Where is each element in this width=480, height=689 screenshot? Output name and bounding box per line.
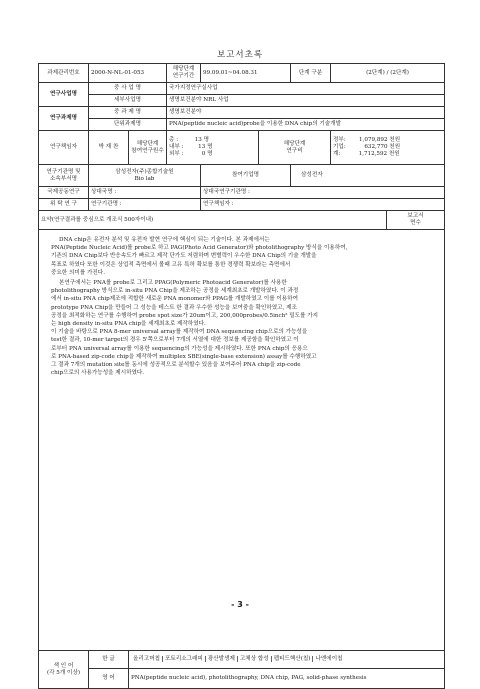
- abstract-line: 본연구에서는 PNA를 probe로 그리고 PPAG(Polymeric Photoacid Generator)를 사용한: [59, 280, 287, 287]
- company-value: 삼성전자: [291, 165, 445, 187]
- row-business-sub: [39, 95, 445, 107]
- row-keywords-korean: [39, 651, 445, 669]
- project-no-value: 2000-N-NL-01-053: [89, 64, 167, 83]
- project-no-label: 과제관리번호: [39, 64, 89, 83]
- task-unit-label: 단위과제명: [89, 119, 167, 131]
- row-task-main: [39, 107, 445, 119]
- report-abstract-form: [38, 63, 445, 689]
- task-main-label: 중 과 제 명: [89, 107, 167, 119]
- abstract-line: photolithography 방식으로 in-situ PNA Chip을 제조하는 공정을 세계최초로 개발하였다. 이 과정: [51, 288, 299, 295]
- company-label: 참여기업명: [201, 165, 291, 187]
- task-category: 연구과제명: [39, 107, 89, 131]
- lead-name: 박 재 찬: [89, 131, 129, 165]
- org-value: 삼성전자(주)종합기술원 Bio lab: [89, 165, 201, 187]
- abstract-line: 목표로 하였다 또한 이것은 상업적 측면에서 볼때 고유 특허 확보를 통한 경쟁력 확보라는 측면에서: [51, 261, 291, 268]
- intl-org: 상대국연구기관명 :: [201, 187, 445, 199]
- page-title: 보고서초록: [216, 50, 264, 60]
- business-main-value: 국가지정연구실사업: [167, 83, 445, 95]
- abstract-line: PNA(Peptide Nucleic Acid)를 probe로 하고 PAG(Photo Acid Generator)와 photolithography 방식을 이용하여,: [51, 245, 348, 252]
- row-consign: [39, 199, 445, 211]
- summary-label: 요약(연구결과를 중심으로 개조식 500자이내): [39, 211, 387, 230]
- business-sub-label: 세부사업명: [89, 95, 167, 107]
- keywords-english: PNA(peptide nucleic acid), photolithography, DNA chip, PAG, solid-phase synthesis: [129, 669, 445, 689]
- task-unit-value: PNA(peptide nucleic acid)probe을 이용한 DNA chip의 기술개발: [167, 119, 445, 131]
- consign-label: 위 탁 연 구: [39, 199, 89, 211]
- cost-values: 정부: 1,079,892 천원 기업: 632,770 천원 계: 1,712,592 천원: [331, 131, 445, 165]
- row-researchers: [39, 131, 445, 165]
- participants-label: 해당단계 참여연구원수: [129, 131, 167, 165]
- abstract-line: prototype PNA Chip을 만들어 그 성능을 테스트 한 결과 우수한 성능을 보여줌을 확인하였고, 제조: [51, 304, 297, 311]
- intl-label: 국제공동연구: [39, 187, 89, 199]
- row-task-unit: [39, 119, 445, 131]
- keyword: 나엔에이칩: [315, 656, 343, 662]
- keyword: 포토리소그래피: [163, 656, 206, 662]
- consign-lead: 연구책임자 :: [201, 199, 445, 211]
- lead-label: 연구책임자: [39, 131, 89, 165]
- keyword: 올리고머칩: [131, 656, 163, 662]
- abstract-line: 는 high density in-situ PNA chip을 세계최초로 제작하였다.: [51, 321, 206, 328]
- keywords-label: 색 인 어 (각 5개 이상): [39, 651, 89, 689]
- abstract-body: [39, 230, 445, 651]
- abstract-line: chip으로의 사용가능성을 제시하였다.: [51, 370, 145, 377]
- period-value: 99.09.01~04.08.31: [201, 64, 291, 83]
- abstract-line: 로 PNA-based zip-code chip을 제작하여 multiplex SBE(single-base extension) assay를 수행하였고: [51, 353, 317, 360]
- pages-label: 보고서 면수: [387, 211, 445, 230]
- keyword: 펩티드핵산(칩): [272, 656, 314, 662]
- abstract-line: 공정을 최적화하는 연구를 수행하여 probe spot size가 20um이고, 200,000probes/0.5inch² 밀도를 가지: [51, 312, 319, 319]
- keyword: 고체상 합성: [238, 656, 272, 662]
- abstract-line: 로부터 PNA universal array를 이용한 sequencing의 가능성을 제시하였다. 또한 PNA chip의 응용으: [51, 345, 308, 352]
- abstract-line: 이 기술을 바탕으로 PNA 8-mer universal array를 제작하여 DNA sequencing chip으로의 가능성을: [51, 329, 308, 336]
- business-category: 연구사업명: [39, 83, 89, 107]
- row-keywords-english: [39, 669, 445, 689]
- keywords-korean: [129, 651, 445, 669]
- participants-counts: 총 : 13 명 내부 : 13 명 외부 : 0 명: [167, 131, 259, 165]
- period-label: 해당단계 연구기간: [167, 64, 201, 83]
- abstract-line: DNA chip은 유전자 분석 및 유전자 발현 연구에 핵심이 되는 기술이다. 본 과제에서는: [59, 237, 270, 243]
- row-intl: [39, 187, 445, 199]
- keywords-english-label: 영 어: [89, 669, 129, 689]
- page-number: - 3 -: [231, 600, 249, 609]
- abstract-line: 중요한 의미를 가진다.: [51, 269, 105, 276]
- abstract-line: 기존의 DNA Chip보다 반응속도가 빠르고 제작 단가도 저렴하며 변별력이 우수한 DNA Chip의 기술 개발을: [51, 253, 317, 260]
- stage-value: (2단계) / (2단계): [331, 64, 445, 83]
- stage-label: 단계 구분: [291, 64, 331, 83]
- abstract-line: test한 결과, 10-mer target의 경우 5'쪽으로부터 7개의 서열에 대한 정보를 제공함을 확인하였고 이: [51, 337, 299, 344]
- keyword: 광산발생제: [206, 656, 238, 662]
- row-organization: [39, 165, 445, 187]
- business-main-label: 중 사 업 명: [89, 83, 167, 95]
- org-label: 연구기관명 및 소속부서명: [39, 165, 89, 187]
- row-abstract: [39, 230, 445, 651]
- intl-country: 상대국명 :: [89, 187, 201, 199]
- consign-org: 연구기관명 :: [89, 199, 201, 211]
- abstract-line: 에서 in-situ PNA chip제조에 적합한 새로운 PNA monomer와 PPAG를 개발하였고 이를 이용하여: [51, 296, 298, 303]
- business-sub-value: 생명보건분야 NRL 사업: [167, 95, 445, 107]
- keywords-korean-label: 한 글: [89, 651, 129, 669]
- task-main-value: 생명보건분야: [167, 107, 445, 119]
- abstract-line: 그 결과 7개의 mutation site를 동시에 성공적으로 분석할수 있음을 보여주어 PNA chip을 zip-code: [51, 362, 301, 369]
- row-summary-header: [39, 211, 445, 230]
- row-project-number: [39, 64, 445, 83]
- row-business-main: [39, 83, 445, 95]
- cost-label: 해당단계 연구비: [259, 131, 331, 165]
